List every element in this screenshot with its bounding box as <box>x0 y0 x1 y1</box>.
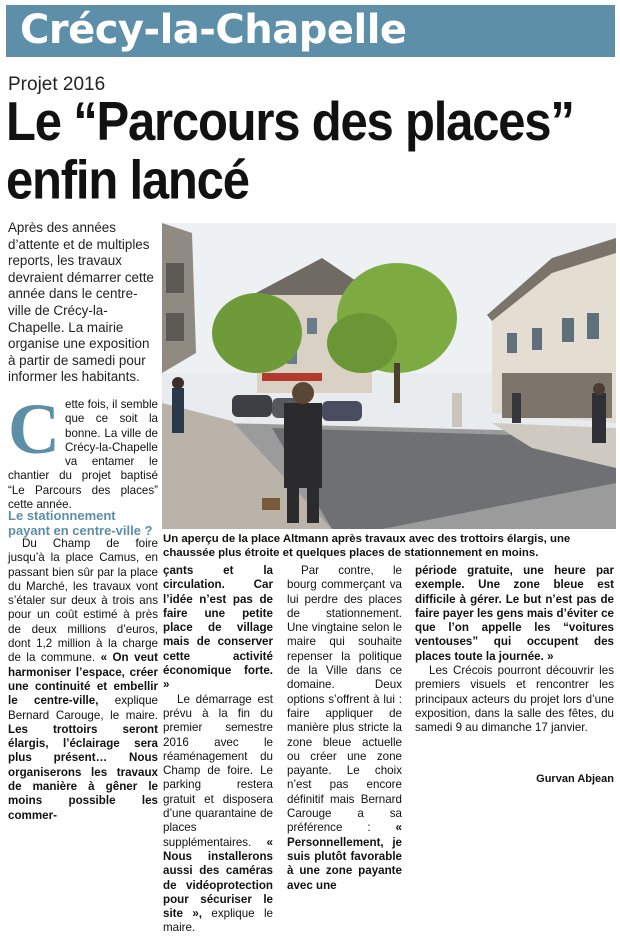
col1-text-a: Du Champ de foire jusqu’à la place Camus, en passant bien sûr par la place du Marché, les travaux vont s’étaler sur deux à trois ans pour un coût estimé à près de deux millions d’euros, dont 1,2 million à la charge de la commune. <box>8 537 158 665</box>
col2-quote-a: çants et la circulation. Car l’idée n’est pas de faire une petite place de village mais de conserver cette activité économique forte. » <box>163 564 273 692</box>
section-subhead: Le stationnement payant en centre-ville ? <box>8 508 153 538</box>
town-name: Crécy-la-Chapelle <box>20 7 407 53</box>
headline-line-2: enfin lancé <box>6 150 249 211</box>
article-photo <box>162 223 616 529</box>
col1-text-b: explique Bernard Carouge, le maire. <box>8 694 158 722</box>
col2-text-b: explique le maire. <box>163 907 273 935</box>
col4-quote: période gratuite, une heure par exemple. Une zone bleue est difficile à gérer. Le but n’est pas de faire payer les gens mais d’éviter ce que l’on appelle les “voitures ventouses” qui occupent des places toute la journée. » <box>415 564 614 663</box>
col4-text: Les Crécois pourront découvrir les premiers visuels et rencontrer les principaux acteurs du projet lors d’une exposition, dans la salle des fêtes, du samedi 9 au dimanche 17 janvier. <box>415 664 614 735</box>
col2-text-a: Le démarrage est prévu à la fin du premier semestre 2016 avec le réaménagement du Champ de foire. Le parking restera gratuit et disposera d’une quarantaine de places supplémentaires. <box>163 692 273 849</box>
text-column-2 <box>163 564 273 936</box>
article-intro <box>8 389 158 512</box>
col2-quote-b: « Nous installerons aussi des caméras de vidéoprotection pour sécuriser le site », <box>163 835 273 921</box>
col3-quote: « Personnellement, je suis plutôt favorable à une zone payante avec une <box>287 821 402 892</box>
col1-quote-b: Les trottoirs seront élargis, l’éclairage sera plus présent… Nous organiserons les travaux de manière à gêner le moins possible les commer- <box>8 722 158 822</box>
col1-quote-a: « On veut harmoniser l’espace, créer une continuité et embellir le centre-ville, <box>8 651 158 708</box>
photo-caption: Un aperçu de la place Altmann après travaux avec des trottoirs élargis, une chaussée plus étroite et quelques places de stationnement en moins. <box>163 533 571 559</box>
street-scene-image <box>162 223 616 529</box>
town-banner <box>6 5 615 57</box>
drop-cap: C <box>8 389 60 469</box>
article-kicker: Projet 2016 <box>8 74 106 95</box>
article-lead: Après des années d’attente et de multiples reports, les travaux devraient démarrer cette année dans le centre-ville de Crécy-la-Chapelle. La mairie organise une exposition à partir de samedi pour informer les habitants. <box>8 220 154 385</box>
intro-text: ette fois, il semble que ce soit la bonne. La ville de Crécy-la-Chapelle va entamer le chantier du projet baptisé “Le Parcours des places” cette année. <box>8 398 158 512</box>
text-column-1 <box>8 537 158 823</box>
text-column-3 <box>287 564 402 893</box>
article-headline <box>6 93 614 209</box>
col3-text: Par contre, le bourg commerçant va lui perdre des places de stationnement. Une vingtaine selon le maire qui souhaite repenser la politique de la Ville dans ce domaine. Deux options s’offrent à lui : faire appliquer de manière plus stricte la zone bleue actuelle ou créer une zone payante. Le choix n’est pas encore définitif mais Bernard Carouge a sa préférence : <box>287 564 402 835</box>
author-byline: Gurvan Abjean <box>536 773 614 785</box>
headline-line-1: Le “Parcours des places” <box>6 91 574 153</box>
text-column-4 <box>415 564 614 736</box>
